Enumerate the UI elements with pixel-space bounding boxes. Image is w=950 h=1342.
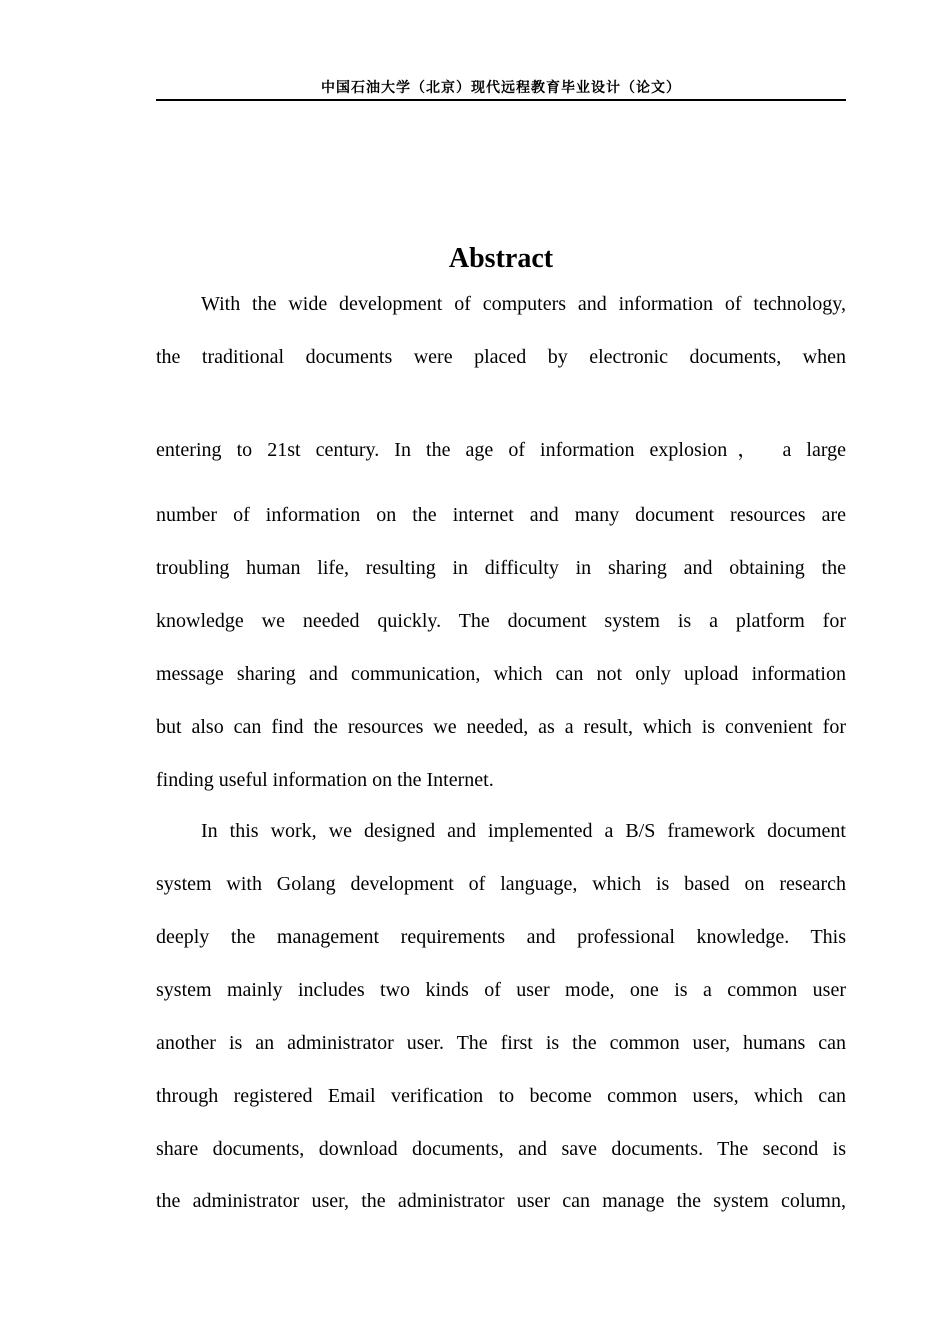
paragraph-2-line: In this work, we designed and implemented a B/S framework document bbox=[201, 820, 846, 842]
paragraph-2-line: through registered Email verification to become common users, which can bbox=[156, 1085, 846, 1107]
paragraph-1-line: knowledge we needed quickly. The document system is a platform for bbox=[156, 610, 846, 632]
abstract-title: Abstract bbox=[448, 243, 554, 274]
paragraph-2-line: another is an administrator user. The first is the common user, humans can bbox=[156, 1032, 846, 1054]
paragraph-2-line: share documents, download documents, and save documents. The second is bbox=[156, 1138, 846, 1160]
paragraph-2-line: the administrator user, the administrator user can manage the system column, bbox=[156, 1190, 846, 1212]
paragraph-1-line: With the wide development of computers and information of technology, bbox=[201, 293, 846, 315]
paragraph-1-line: troubling human life, resulting in difficulty in sharing and obtaining the bbox=[156, 557, 846, 579]
paragraph-1-line: message sharing and communication, which can not only upload information bbox=[156, 663, 846, 685]
paragraph-2-line: deeply the management requirements and professional knowledge. This bbox=[156, 926, 846, 948]
header-rule bbox=[156, 99, 846, 101]
running-header: 中国石油大学（北京）现代远程教育毕业设计（论文） bbox=[321, 80, 681, 96]
paragraph-2-line: system with Golang development of language, which is based on research bbox=[156, 873, 846, 895]
paragraph-1-line: number of information on the internet and many document resources are bbox=[156, 504, 846, 526]
paragraph-1-line: finding useful information on the Internet. bbox=[156, 769, 494, 791]
paragraph-1-line: entering to 21st century. In the age of information explosion， a large bbox=[156, 439, 846, 461]
paragraph-2-line: system mainly includes two kinds of user mode, one is a common user bbox=[156, 979, 846, 1001]
paragraph-1-line: the traditional documents were placed by electronic documents, when bbox=[156, 346, 846, 368]
paragraph-1-line: but also can find the resources we needed, as a result, which is convenient for bbox=[156, 716, 846, 738]
